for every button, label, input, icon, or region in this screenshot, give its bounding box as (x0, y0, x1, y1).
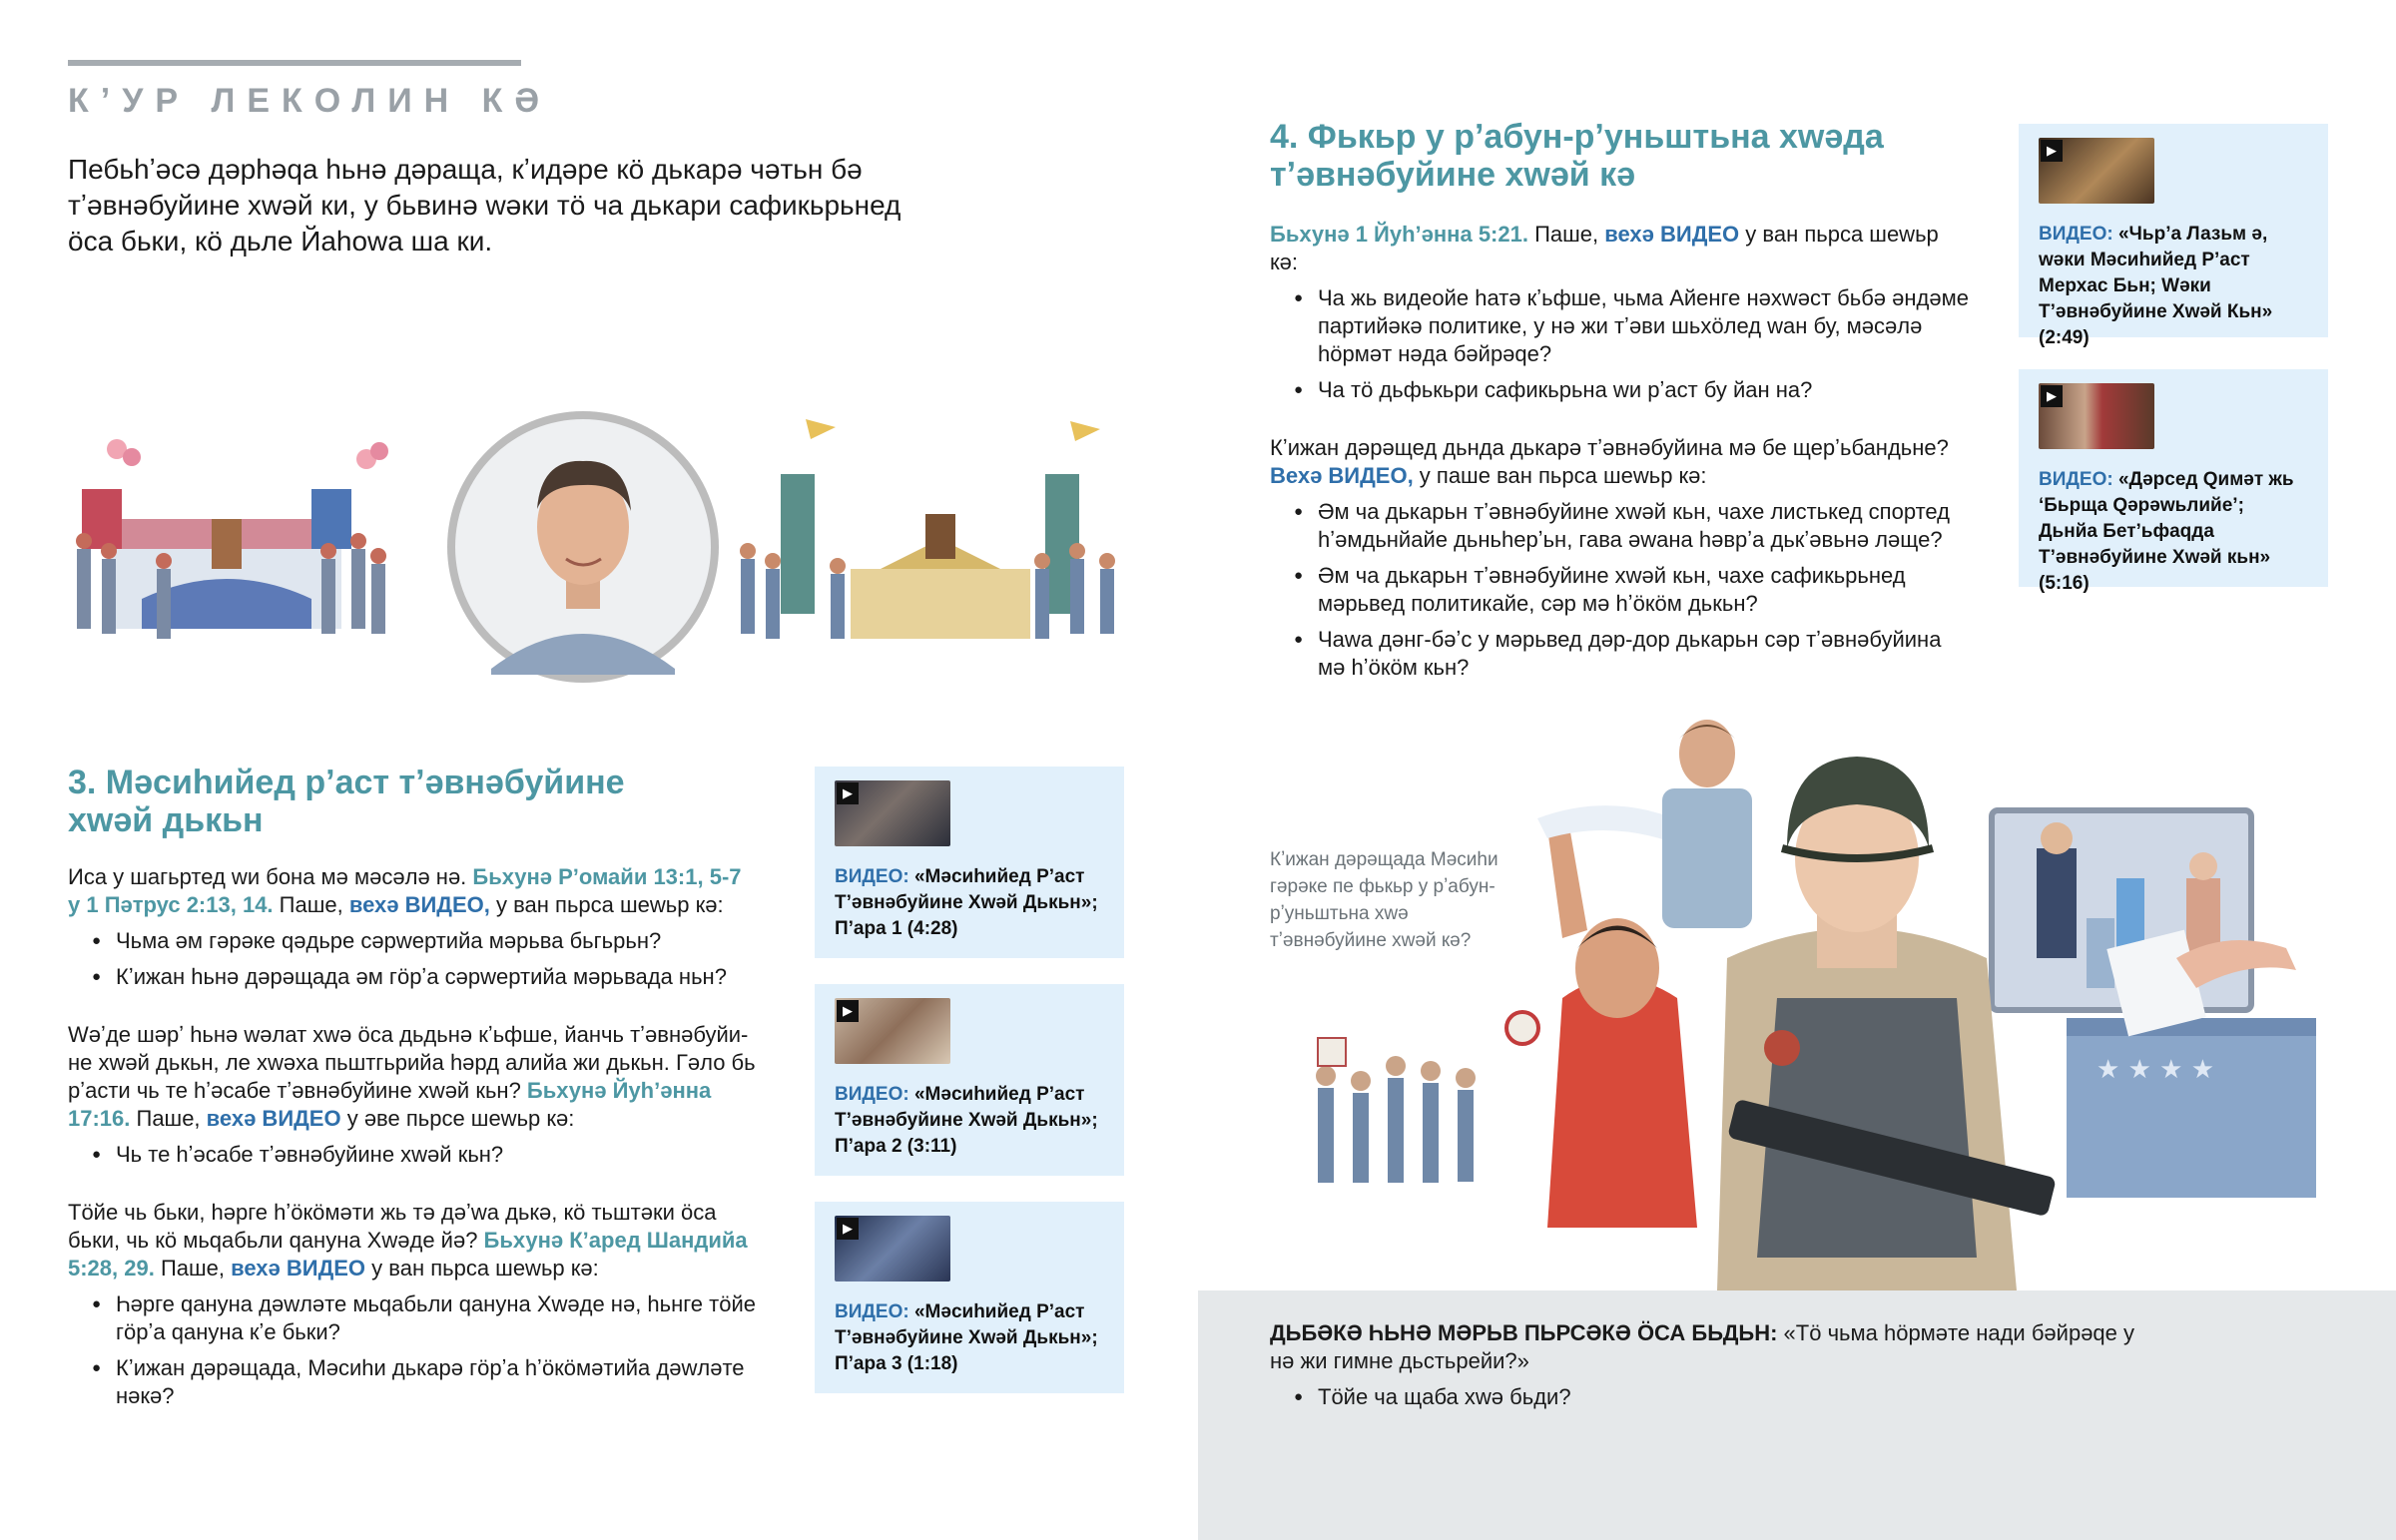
video-title: «Чьрʼа Лазьм ә, wәки Мәсиһийед Рʼаст Мерхас Бьн; Wәки Тʼәвнәбуйине Хwәй Кьн» (2:49) (2039, 224, 2273, 348)
video-play-icon[interactable]: ▶ (2041, 140, 2063, 162)
video-thumbnail[interactable] (835, 1216, 950, 1282)
question-item: ● Кʼижан һьнә дәрәщада әм гöрʼа сәрwертийа мәрьвада ньн? (68, 963, 757, 991)
video-play-icon[interactable]: ▶ (2041, 385, 2063, 407)
section-4-title: 4. Фькьр у рʼабун-рʼуньштьна хwәда тʼәвнәбуйине хwәй кә (1270, 118, 1884, 194)
video-title: «Мәсиһийед Рʼаст Тʼәвнәбуйине Хwәй Дькьн»; Пʼара 1 (4:28) (835, 866, 1098, 939)
video-card-courage[interactable] (2019, 124, 2328, 348)
rally-illustration-svg (62, 399, 1160, 689)
video-label: ВИДЕО: (2039, 224, 2113, 245)
candidate-portrait (447, 411, 719, 683)
video-link[interactable]: Вехә ВИДЕО, (1270, 463, 1414, 488)
paragraph-text: у паше ван пьрса шеwьр кә: (1413, 463, 1707, 488)
svg-text:★ ★ ★ ★: ★ ★ ★ ★ (2096, 1055, 2215, 1085)
video-card-watchtower-lessons[interactable] (2019, 369, 2328, 594)
paragraph-text: у ван пьрса шеwьр кә: (1270, 222, 1939, 274)
section-3-questions-2 (68, 1141, 757, 1169)
page-heading: КʼУР ЛЕКОЛИН КӘ (68, 82, 552, 120)
video-card-part-2[interactable] (815, 984, 1124, 1176)
section-3-title: 3. Мәсиһийед рʼаст тʼәвнәбуйине хwәй дькьн (68, 764, 625, 839)
protest-group (1316, 1012, 1538, 1183)
video-title: «Мәсиһийед Рʼаст Тʼәвнәбуйине Хwәй Дькьн»; Пʼара 2 (3:11) (835, 1084, 1098, 1157)
neutrality-illustration-svg (1298, 699, 2396, 1290)
video-caption (835, 864, 1104, 942)
video-label: ВИДЕО: (835, 1084, 909, 1105)
intro-paragraph: Пебьһʼәсә дәрһәqа һьнә дәраща, кʼидәре кö дькарә чәтьн бә тʼәвнәбуйине хwәй ки, у бьвинә wәки тö ча дькари сафикьрьнед öса бьки, кö дьле Йаһоwа ша ки. (68, 154, 901, 257)
discussion-quote: «Тö чьма һöрмәте нади бәйрәqе у нә жи гимне дьстьрейи?» (1270, 1320, 2135, 1373)
section-4-paragraph-2 (1270, 434, 1969, 490)
question-item: ● Ча тö дьфькьри сафикьрьна wи рʼаст бу йан на? (1270, 376, 1969, 404)
scripture-link[interactable]: Бьхунә 1 Йуһʼәнна 5:21. (1270, 222, 1528, 247)
question-item: ● Чь те һʼәсабе тʼәвнәбуйине хwәй кьн? (68, 1141, 757, 1169)
scripture-link[interactable]: Бьхунә Рʼомайи 13:1, 5-7 у 1 Пәтрус 2:13, 14. (68, 864, 742, 917)
video-label: ВИДЕО: (2039, 469, 2113, 490)
video-card-part-1[interactable] (815, 767, 1124, 958)
rally-illustration (62, 399, 1160, 689)
question-item: ● Һәрге qануна дәwләте мьqабьли qануна Хwәде нә, һьнге тöйе гöрʼа qануна кʼе бьки? (68, 1290, 757, 1346)
video-link[interactable]: вехә ВИДЕО (206, 1106, 341, 1131)
young-man (1662, 720, 1752, 928)
section-4-questions-2 (1270, 498, 1969, 682)
question-item: ● Кʼижан дәрәщада, Мәсиһи дькарә гöрʼа һʼöкöмәтийа дәwләте нәкә? (68, 1354, 757, 1410)
scripture-link[interactable]: Бьхунә Кʼаред Шандийа 5:28, 29. (68, 1228, 748, 1281)
video-link[interactable]: вехә ВИДЕО (231, 1256, 366, 1281)
video-caption (2039, 467, 2308, 597)
paragraph-text: у ван пьрса шеwьр кә: (365, 1256, 599, 1281)
video-thumbnail[interactable] (835, 998, 950, 1064)
question-item: ● Ча жь видеойе һатә кʼьфше, чьма Айенге нәхwәст бьбә әндәме партийәкә политике, у нә жи тʼәви шьхöлед wан бу, мәсәлә һöрмәт нәда бәйрәqе? (1270, 284, 1969, 368)
paragraph-text: Wәʼде шәрʼ һьнә wәлат хwә öса дьдьнә кʼьфше, йанчь тʼәвнәбуйи-не хwәй дькьн, ле хwәха пьштгьрийа һәрд алийа жи дькьн. Гәло бь рʼасти чь те һʼәсабе тʼәвнәбуйине хwәй кьн? (68, 1022, 756, 1103)
section-4-paragraph-1 (1270, 221, 1969, 276)
video-link[interactable]: вехә ВИДЕО (1604, 222, 1740, 247)
video-title: «Мәсиһийед Рʼаст Тʼәвнәбуйине Хwәй Дькьн»; Пʼара 3 (1:18) (835, 1301, 1098, 1374)
scripture-link[interactable]: Бьхунә Йуһʼәнна 17:16. (68, 1078, 712, 1131)
section-3-paragraph-3 (68, 1199, 757, 1283)
discussion-questions (1270, 1383, 2148, 1411)
discussion-label: ДЬБӘКӘ ҺЬНӘ МӘРЬВ ПЬРСӘКӘ ÖСА БЬДЬН: (1270, 1320, 1778, 1345)
video-play-icon[interactable]: ▶ (837, 782, 859, 804)
paragraph-text: Паше, (130, 1106, 207, 1131)
section-3-questions-3 (68, 1290, 757, 1410)
question-item: ● Әм ча дькарьн тʼәвнәбуйине хwәй кьн, чахе сафикьрьнед мәрьвед политикайе, сәр мә һʼöкöм дькьн? (1270, 562, 1969, 618)
paragraph-text: Паше, (154, 1256, 232, 1281)
section-4-body (1270, 221, 1969, 682)
header-rule (68, 60, 521, 66)
discussion-box (1270, 1319, 2148, 1411)
video-caption (2039, 222, 2308, 351)
video-caption (835, 1082, 1104, 1160)
discussion-prompt (1270, 1319, 2148, 1375)
video-label: ВИДЕО: (835, 866, 909, 887)
paragraph-text: Иса у шагьртед wи бона мә мәсәлә нә. (68, 864, 473, 889)
question-item: ● Чьма әм гәрәке qәдьре сәрwертийа мәрьва бьгьрьн? (68, 927, 757, 955)
question-item: ● Әм ча дькарьн тʼәвнәбуйине хwәй кьн, чахе листькед спортед һʼәмдьнйайе дьньһерʼьн, гава әwана һәврʼа дькʼәвьнә ләще? (1270, 498, 1969, 554)
video-label: ВИДЕО: (835, 1301, 909, 1322)
video-thumbnail[interactable] (2039, 383, 2154, 449)
video-card-part-3[interactable] (815, 1202, 1124, 1393)
video-caption (835, 1299, 1104, 1377)
illustration-caption: Кʼижан дәрәщада Мәсиһи гәрәке пе фькьр у рʼабун-рʼуньштьна хwә тʼәвнәбуйине хwәй кә? (1270, 849, 1498, 951)
video-title: «Дәрсед Qимәт жь ‘Бьрща Qәрәwьлийе’; Дьнйа Бетʼьфаqда Тʼәвнәбуйине Хwәй кьн» (5:16) (2039, 469, 2294, 594)
video-link[interactable]: вехә ВИДЕО, (348, 892, 490, 917)
question-item: ● Тöйе ча щаба хwә бьди? (1270, 1383, 2148, 1411)
video-thumbnail[interactable] (2039, 138, 2154, 204)
section-3-questions-1 (68, 927, 757, 991)
neutrality-illustration (1298, 699, 2396, 1290)
section-4-questions-1 (1270, 284, 1969, 404)
section-3-paragraph-1 (68, 863, 757, 919)
video-play-icon[interactable]: ▶ (837, 1218, 859, 1240)
paragraph-text: у әве пьрсе шеwьр кә: (340, 1106, 575, 1131)
paragraph-text: Паше, (1527, 222, 1605, 247)
paragraph-text: Тöйе чь бьки, һәрге һʼöкöмәти жь тә дәʼwа дькә, кö тьштәки öса бьки, чь кö мьqабьли qануна Хwәде йә? (68, 1200, 717, 1253)
section-3-body (68, 863, 757, 1410)
right-rally-scene (740, 419, 1115, 639)
left-rally-scene (76, 439, 388, 639)
section-3-paragraph-2 (68, 1021, 757, 1133)
video-thumbnail[interactable] (835, 780, 950, 846)
video-play-icon[interactable]: ▶ (837, 1000, 859, 1022)
paragraph-text: у ван пьрса шеwьр кә: (489, 892, 724, 917)
paragraph-text: Паше, (273, 892, 349, 917)
question-item: ● Чаwа дәнг-бәʼс у мәрьвед дәр-дор дькарьн сәр тʼәвнәбуйина мә һʼöкöм кьн? (1270, 626, 1969, 682)
paragraph-text: Кʼижан дәрәщед дьнда дькарә тʼәвнәбуйина мә бе щерʼьбандьне? (1270, 435, 1949, 460)
